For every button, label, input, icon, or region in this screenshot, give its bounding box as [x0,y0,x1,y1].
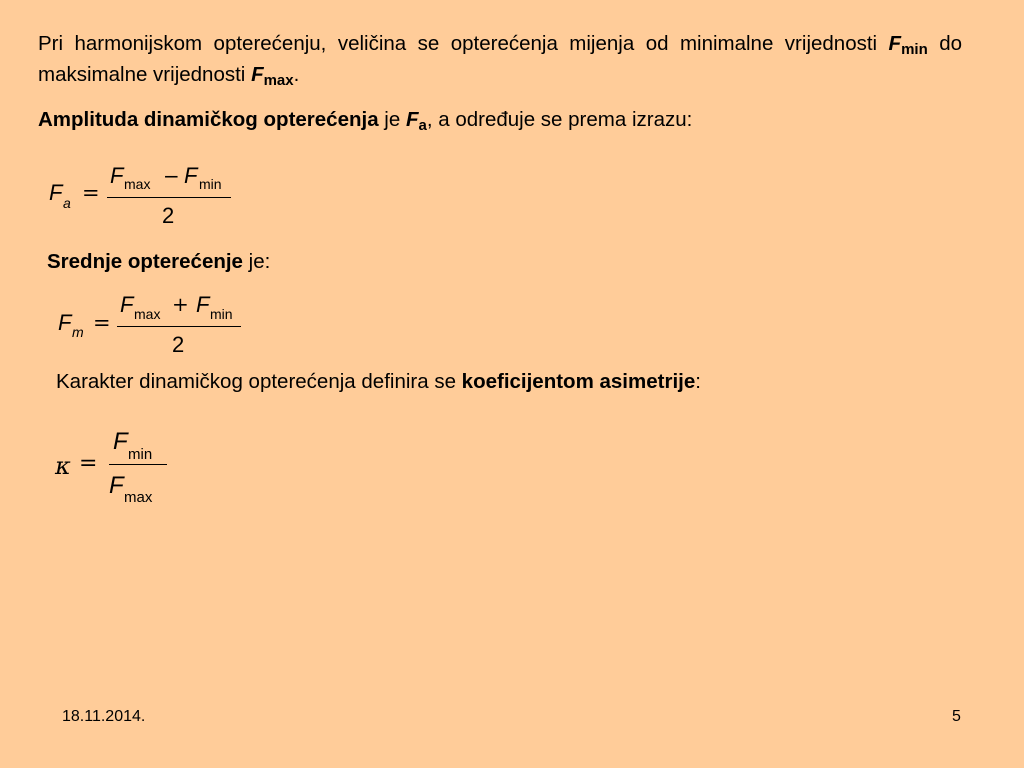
formula-a-num-sub1: max [124,176,151,192]
intro-text-a: Pri harmonijskom opterećenju, veličina se opterećenja mijenja od minimalne vrijednosti [38,32,889,55]
formula-m-num-sub2: min [210,306,233,322]
formula-a-fraction-bar [107,197,231,198]
formula-m-lhs-sub: m [72,324,84,340]
formula-a-lhs: F [49,180,63,205]
mean-paragraph [47,246,270,277]
intro-text-c: . [293,63,300,86]
formula-a-num-f2: F [184,163,198,188]
asymmetry-term: koeficijentom asimetrije [461,370,696,393]
fmin-symbol: F [888,32,902,55]
formula-a-num-sub2: min [199,176,222,192]
fa-subscript: a [418,117,427,134]
formula-a-den: 2 [162,203,175,228]
fmin-subscript: min [901,41,928,58]
intro-paragraph [38,28,962,90]
formula-m-num-f1: F [120,292,134,317]
amplitude-text-b: , a određuje se prema izrazu: [426,108,693,131]
formula-k-lhs: κ [55,452,71,480]
formula-a-minus: − [163,164,180,188]
footer-date: 18.11.2014. [62,708,146,725]
intro-text-b: do maksimalne vrijednosti [38,32,962,86]
asymmetry-text-b: : [695,370,701,393]
asymmetry-paragraph [56,366,701,397]
formula-a-num-f1: F [110,163,124,188]
page-number: 5 [952,708,961,725]
formula-k-fraction-bar [109,464,167,465]
formula-k-num-sub: min [128,446,153,463]
fmax-subscript: max [263,72,294,89]
amplitude-text-a: je [378,108,406,131]
fmax-symbol: F [251,63,264,86]
formula-k-num-f: F [113,428,128,455]
fa-symbol: F [405,108,419,131]
formula-m-den: 2 [172,332,185,357]
formula-m-fraction-bar [117,326,241,327]
formula-k-equals: = [79,451,98,476]
mean-text: je: [242,250,271,273]
formula-m-equals: = [93,311,111,335]
formula-m-num-sub1: max [134,306,161,322]
formula-m-lhs: F [58,310,72,335]
formula-k-den-sub: max [124,489,153,506]
formula-m-plus: + [172,292,189,316]
asymmetry-text-a: Karakter dinamičkog opterećenja definira se [56,370,462,393]
mean-term: Srednje opterećenje [47,250,243,273]
amplitude-paragraph [38,104,962,135]
formula-a-lhs-sub: a [63,195,71,211]
formula-k-den-f: F [109,472,124,499]
formula-m-num-f2: F [196,292,210,317]
formula-a-equals: = [82,181,100,205]
amplitude-term: Amplituda dinamičkog opterećenja [38,108,379,131]
